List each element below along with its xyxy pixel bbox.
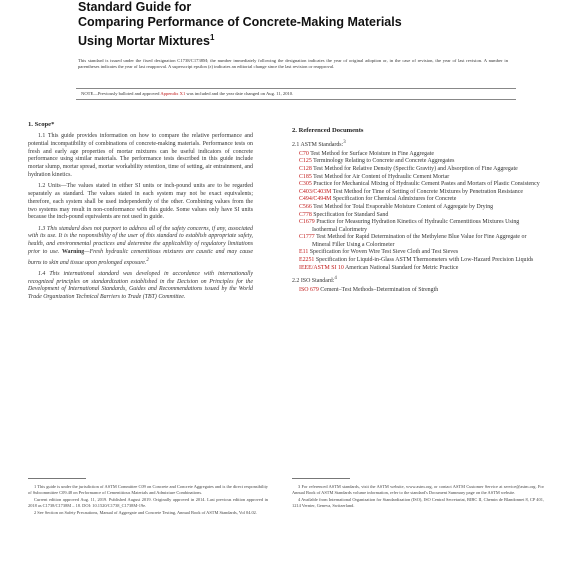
scope-para-1-1: 1.1 This guide provides information on how to compare the relative performance and potential incompatibility of combinations of concrete-making materials. Performance tests on fresh and early age properties of mortar mixtures can be useful indicators of concrete performance using similar materials. The performance tests described in this guide include mortar slump, mortar spread, mortar workability retention, time of setting, air entrainment, and hydration kinetics. <box>28 133 253 178</box>
reference-title: Cement–Test Methods–Determination of Strength <box>318 287 439 294</box>
reference-title: Test Method for Rapid Determination of the Methylene Blue Value for Fine Aggregate or Mineral Filler Using a Colorimeter <box>312 234 527 248</box>
reference-item <box>292 196 542 204</box>
reference-item <box>292 265 542 273</box>
scope-footnote-mark: 2 <box>146 257 149 263</box>
footnote: Current edition approved Aug. 11, 2019. Published August 2019. Originally approved in 2014. Last previous edition approved in 2018 as C1738/C1738M – 18. DOI: 10.1520/C1738_C1738M-19e. <box>28 497 268 508</box>
astm-reference-list <box>292 151 542 273</box>
left-column <box>28 120 253 305</box>
footnote-rule-right <box>292 478 350 479</box>
reference-item <box>292 249 542 257</box>
title-footnote-mark: 1 <box>209 33 215 42</box>
reference-code-link[interactable]: C1777 <box>299 234 315 241</box>
reference-title: Test Method for Time of Setting of Concrete Mixtures by Penetration Resistance <box>331 188 523 195</box>
reference-item <box>292 219 542 234</box>
scope-para-1-2: 1.2 Units—The values stated in either SI units or inch-pound units are to be regarded separately as standard. The values stated in each system may not be exact equivalents; therefore, each system shall be used independently of the other. Combining values from the two systems may result in non-conformance with this guide. Some values only have SI units because the inch-pound equivalents are not used in guide. <box>28 183 253 221</box>
footnote: 2 See Section on Safety Precautions, Manual of Aggregate and Concrete Testing, Annual Book of ASTM Standards, Vol 04.02. <box>34 510 257 516</box>
reference-code-link[interactable]: E2251 <box>299 257 315 264</box>
reference-title: Test Method for Relative Density (Specific Gravity) and Absorption of Fine Aggregate <box>311 165 518 172</box>
footnote: 1 This guide is under the jurisdiction of ASTM Committee C09 on Concrete and Concrete Aggregates and is the direct responsibility of Subcommittee C09.48 on Performance of Cementitious Materials and Admixture Combinations. <box>28 484 268 495</box>
footnotes-right <box>292 484 544 510</box>
reference-title: Terminology Relating to Concrete and Concrete Aggregates <box>311 158 455 165</box>
reference-item <box>292 234 542 249</box>
footnotes-left <box>28 484 268 518</box>
title-line-1: Standard Guide for <box>78 0 192 14</box>
reference-item <box>292 212 542 220</box>
warning-text: —Fresh hydraulic cementitious mixtures are caustic and may cause burns to skin and tissue upon prolonged exposure. <box>28 248 253 266</box>
right-column <box>292 126 542 295</box>
reference-item <box>292 158 542 166</box>
iso-standard-label <box>292 275 542 286</box>
scope-para-1-4: 1.4 This international standard was developed in accordance with internationally recognized principles on standardization established in the Decision on Principles for the Development of International Standards, Guides and Recommendations issued by the World Trade Organization Technical Barriers to Trade (TBT) Committee. <box>28 270 253 301</box>
iso-footnote-mark: 4 <box>334 276 337 282</box>
scope-heading: 1. Scope* <box>28 121 55 128</box>
warning-label: Warning <box>61 248 85 255</box>
reference-item <box>292 287 542 295</box>
footnote: 4 Available from International Organization for Standardization (ISO), ISO Central Secretariat, BIBC II, Chemin de Blandonnet 8, CP 401, 1214 Vernier, Geneva, Switzerland. <box>292 497 544 508</box>
scope-para-1-3 <box>28 226 253 268</box>
reference-item <box>292 181 542 189</box>
document-title <box>78 0 538 49</box>
title-line-3 <box>78 30 538 49</box>
reference-code-link[interactable]: C305 <box>299 181 312 188</box>
reference-code-link[interactable]: C494/C494M <box>299 196 332 203</box>
reference-code-link[interactable]: C778 <box>299 211 312 218</box>
reference-code-link[interactable]: C128 <box>299 165 312 172</box>
iso-label-text: 2.2 ISO Standard: <box>292 278 335 285</box>
reference-title: Test Method for Surface Moisture in Fine Aggregate <box>308 150 434 157</box>
reference-code-link[interactable]: C185 <box>299 173 312 180</box>
reference-code-link[interactable]: IEEE/ASTM SI 10 <box>299 264 344 271</box>
reference-item <box>292 151 542 159</box>
safety-statement: 1.3 This standard does not purport to address all of the safety concerns, if any, associated with its use. It is the responsibility of the user of this standard to establish appropriate safety, health, and environmental practices and determine the applicability of regulatory limitations prior to use. <box>28 225 253 255</box>
reference-title: Specification for Standard Sand <box>311 211 389 218</box>
reference-code-link[interactable]: C403/C403M <box>299 188 332 195</box>
reference-title: Specification for Liquid-in-Glass ASTM Thermometers with Low-Hazard Precision Liquids <box>314 257 534 264</box>
reference-code-link[interactable]: E11 <box>299 249 309 256</box>
appendix-link[interactable]: Appendix X1 <box>160 91 186 96</box>
reference-code-link[interactable]: C1679 <box>299 219 315 226</box>
revision-note-after: was included and the year date changed on Aug. 11, 2010. <box>185 91 294 96</box>
astm-standards-label <box>292 139 542 150</box>
reference-title: Practice for Measuring Hydration Kinetics of Hydraulic Cementitious Mixtures Using Isothermal Calorimetry <box>312 219 520 233</box>
designation-preamble: This standard is issued under the fixed designation C1738/C1738M; the number immediately following the designation indicates the year of original adoption or, in the case of revision, the year of last revision. A number in parentheses indicates the year of last reapproval. A superscript epsilon (ε) indicates an editorial change since the last revision or reapproval. <box>78 58 508 70</box>
revision-note-before: NOTE—Previously balloted and approved <box>81 91 161 96</box>
reference-title: Practice for Mechanical Mixing of Hydraulic Cement Pastes and Mortars of Plastic Consistency <box>311 181 540 188</box>
reference-title: American National Standard for Metric Practice <box>343 264 459 271</box>
reference-code-link[interactable]: C125 <box>299 158 312 165</box>
footnote-rule-left <box>28 478 86 479</box>
referenced-documents-heading: 2. Referenced Documents <box>292 127 364 134</box>
reference-item <box>292 204 542 212</box>
astm-footnote-mark: 3 <box>343 140 346 145</box>
reference-code-link[interactable]: ISO 679 <box>299 287 319 294</box>
revision-note <box>76 88 516 100</box>
title-line-3-text: Using Mortar Mixtures <box>78 34 210 49</box>
reference-title: Test Method for Total Evaporable Moisture Content of Aggregate by Drying <box>311 203 494 210</box>
astm-label-text: 2.1 ASTM Standards: <box>292 141 344 148</box>
reference-item <box>292 257 542 265</box>
reference-title: Test Method for Air Content of Hydraulic Cement Mortar <box>311 173 450 180</box>
reference-item <box>292 166 542 174</box>
reference-title: Specification for Woven Wire Test Sieve Cloth and Test Sieves <box>308 249 459 256</box>
reference-code-link[interactable]: C70 <box>299 150 309 157</box>
title-line-2: Comparing Performance of Concrete-Making Materials <box>78 15 402 29</box>
iso-reference-list <box>292 287 542 295</box>
footnote: 3 For referenced ASTM standards, visit the ASTM website, www.astm.org, or contact ASTM Customer Service at service@astm.org. For Annual Book of ASTM Standards volume information, refer to the standard's Document Summary page on the ASTM website. <box>292 484 544 495</box>
reference-item <box>292 174 542 182</box>
reference-title: Specification for Chemical Admixtures for Concrete <box>331 196 457 203</box>
reference-code-link[interactable]: C566 <box>299 203 312 210</box>
